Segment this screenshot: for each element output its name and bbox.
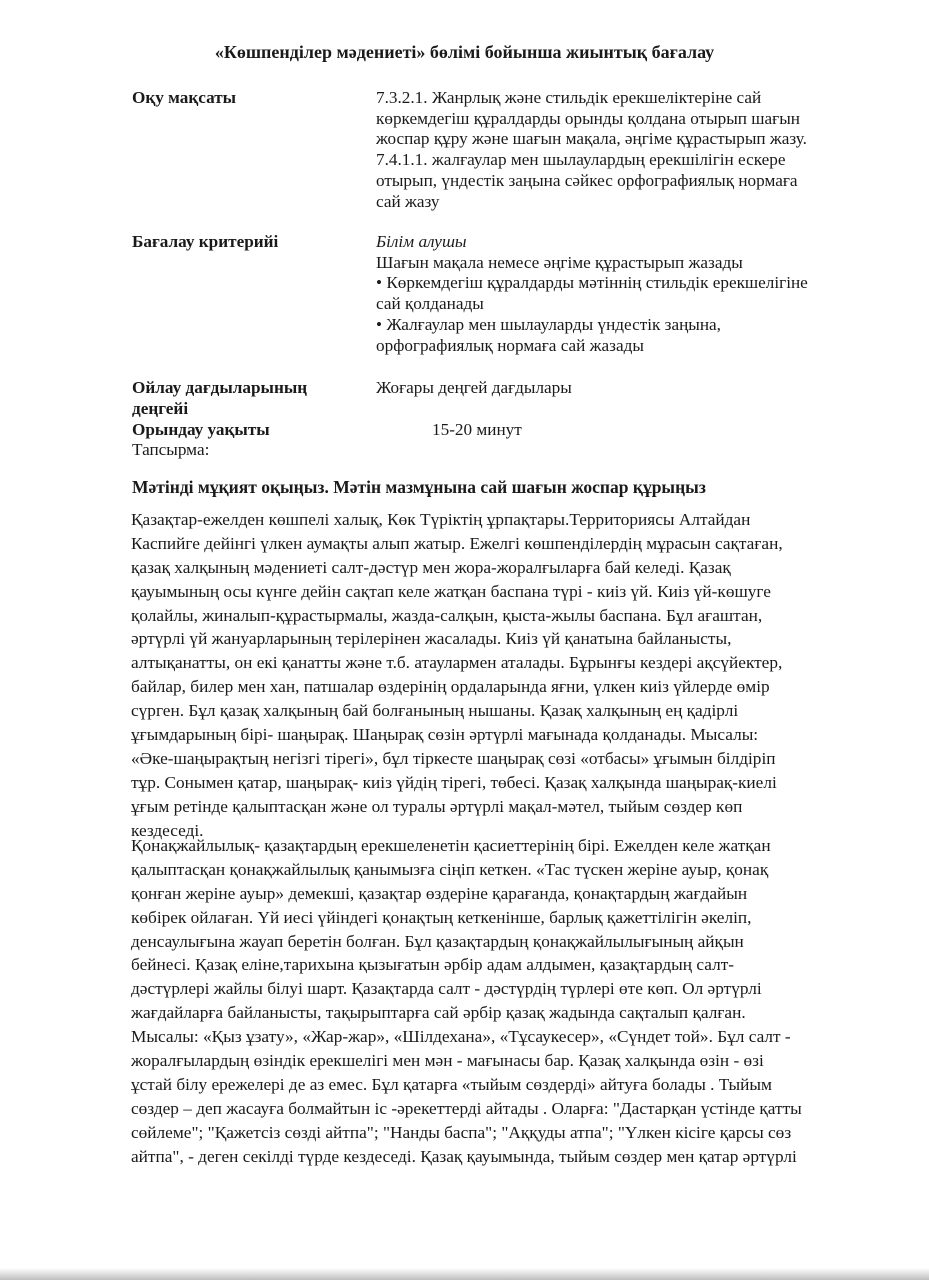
text-line: қонған жеріне ауыр» демекші, қазақтар өздеріне қарағанда, қонақтардың жағдайын	[131, 883, 748, 903]
objectives-line: 7.4.1.1. жалғаулар мен шылаулардың ерекшілігін ескере	[376, 150, 786, 170]
text-line: әртүрлі үй жануарларының терілерінен жасалады. Киіз үй қанатына байланысты,	[131, 629, 732, 649]
criteria-line: орфографиялық нормаға сай жазады	[376, 335, 644, 355]
text-line: сүрген. Бұл қазақ халқының бай болғанының нышаны. Қазақ халқының ең қадірлі	[131, 701, 739, 721]
text-line: қолайлы, жиналып-құрастырмалы, жазда-салқын, қыста-жылы баспана. Бұл ағаштан,	[131, 605, 763, 625]
objectives-line: көркемдегіш құралдарды орынды қолдана отырып шағын	[376, 108, 800, 128]
objectives-line: сай жазу	[376, 191, 440, 211]
task-label: Тапсырма:	[132, 440, 210, 459]
text-line: кездеседі.	[131, 820, 204, 840]
text-line: Қазақтар-ежелден көшпелі халық, Көк Түріктің ұрпақтары.Территориясы Алтайдан	[131, 510, 751, 529]
text-line: айтпа", - деген секілді түрде кездеседі. Қазақ қауымында, тыйым сөздер мен қатар әртүрлі	[131, 1146, 797, 1166]
text-line: қауымының осы күнге дейін сақтап келе жатқан баспана түрі - киіз үй. Киіз үй-көшуге	[131, 581, 771, 601]
criteria-line: • Жалғаулар мен шылауларды үндестік заңына,	[376, 314, 721, 334]
objectives-value	[376, 88, 856, 212]
thinking-label-line: Ойлау дағдыларының	[132, 378, 308, 397]
task-heading: Мәтінді мұқият оқыңыз. Мәтін мазмұнына сай шағын жоспар құрыңыз	[132, 477, 706, 497]
paragraph-2	[131, 834, 871, 1168]
text-line: бейнесі. Қазақ еліне,тарихына қызығатын әрбір адам алдымен, қазақтардың салт-	[131, 955, 734, 975]
text-line: Мысалы: «Қыз ұзату», «Жар-жар», «Шілдехана», «Тұсаукесер», «Сүндет той». Бұл салт -	[131, 1027, 791, 1047]
paragraph-1	[131, 508, 871, 842]
thinking-label	[132, 378, 357, 419]
objectives-line: отырып, үндестік заңына сәйкес орфографиялық нормаға	[376, 170, 798, 190]
criteria-label: Бағалау критерийі	[132, 232, 279, 251]
text-line: байлар, билер мен хан, патшалар өздерінің ордаларында яғни, үлкен киіз үйлерде өмір	[131, 677, 770, 697]
text-line: алтықанатты, он екі қанатты және т.б. атаулармен аталады. Бұрынғы кездері ақсүйектер,	[131, 653, 783, 673]
objectives-line: жоспар құру және шағын мақала, әңгіме құрастырып жазу.	[376, 129, 807, 149]
text-line: жоралғылардың өзіндік ерекшелігі мен мән - мағынасы бар. Қазақ халқында өзін - өзі	[131, 1051, 764, 1071]
text-line: «Әке-шаңырақтың негізгі тірегі», бұл тіркесте шаңырақ сөзі «отбасы» ұғымын білдіріп	[131, 748, 776, 768]
text-line: Қонақжайлылық- қазақтардың ерекшеленетін қасиеттерінің бірі. Ежелден келе жатқан	[131, 836, 771, 855]
text-line: көбірек ойлаған. Үй иесі үйіндегі қонақтың кеткенінше, барлық қажеттілігін әкеліп,	[131, 907, 752, 927]
text-line: ұстай білу ережелері де аз емес. Бұл қатарға «тыйым сөздерді» айтуға болады . Тыйым	[131, 1074, 772, 1094]
text-line: сөздер – деп жасауға болмайтын іс -әрекеттерді айтады . Оларға: "Дастарқан үстінде қатты	[131, 1098, 802, 1118]
objectives-label: Оқу мақсаты	[132, 88, 237, 107]
text-line: денсаулығына жауап беретін болған. Бұл қазақтардың қонақжайлылығының айқын	[131, 931, 744, 951]
text-line: тұр. Сонымен қатар, шаңырақ- киіз үйдің тірегі, төбесі. Қазақ халқында шаңырақ-киелі	[131, 772, 777, 792]
criteria-value	[376, 232, 856, 356]
text-line: дәстүрлері жайлы білуі шарт. Қазақтарда салт - дәстүрдің түрлері өте көп. Ол әртүрлі	[131, 979, 762, 999]
thinking-label-line: деңгейі	[132, 398, 189, 418]
text-line: сөйлеме"; "Қажетсіз сөзді айтпа"; "Нанды баспа"; "Аққуды атпа"; "Үлкен кісіге қарсы сөз	[131, 1122, 792, 1142]
thinking-value: Жоғары деңгей дағдылары	[376, 378, 572, 397]
document-title: «Көшпенділер мәдениеті» бөлімі бойынша жиынтық бағалау	[214, 42, 715, 62]
page-bottom-edge	[0, 1268, 929, 1280]
criteria-line: Шағын мақала немесе әңгіме құрастырып жазады	[376, 252, 743, 272]
text-line: ұғым ретінде қалыптасқан және ол туралы әртүрлі мақал-мәтел, тыйым сөздер көп	[131, 796, 743, 816]
text-line: қазақ халқының мәдениеті салт-дәстүр мен жора-жоралғыларға бай келеді. Қазақ	[131, 557, 731, 577]
text-line: жағдайларға байланысты, тақырыптарға сай әрбір қазақ жадында сақталып қалған.	[131, 1003, 746, 1023]
criteria-intro: Білім алушы	[376, 232, 467, 251]
text-line: Каспийге дейінгі үлкен аумақты алып жатыр. Ежелгі көшпенділердің мұрасын сақтаған,	[131, 533, 783, 553]
objectives-line: 7.3.2.1. Жанрлық және стильдік ерекшеліктеріне сай	[376, 88, 762, 107]
text-line: қалыптасқан қонақжайлылық қанымызға сіңіп кеткен. «Тас түскен жеріне ауыр, қонақ	[131, 859, 769, 879]
text-line: ұғымдарының бірі- шаңырақ. Шаңырақ сөзін әртүрлі мағынада қолданады. Мысалы:	[131, 725, 759, 745]
time-value: 15-20 минут	[432, 420, 522, 439]
time-label: Орындау уақыты	[132, 420, 270, 439]
criteria-line: сай қолданады	[376, 294, 484, 314]
criteria-line: • Көркемдегіш құралдарды мәтіннің стильдік ерекшелігіне	[376, 273, 808, 293]
